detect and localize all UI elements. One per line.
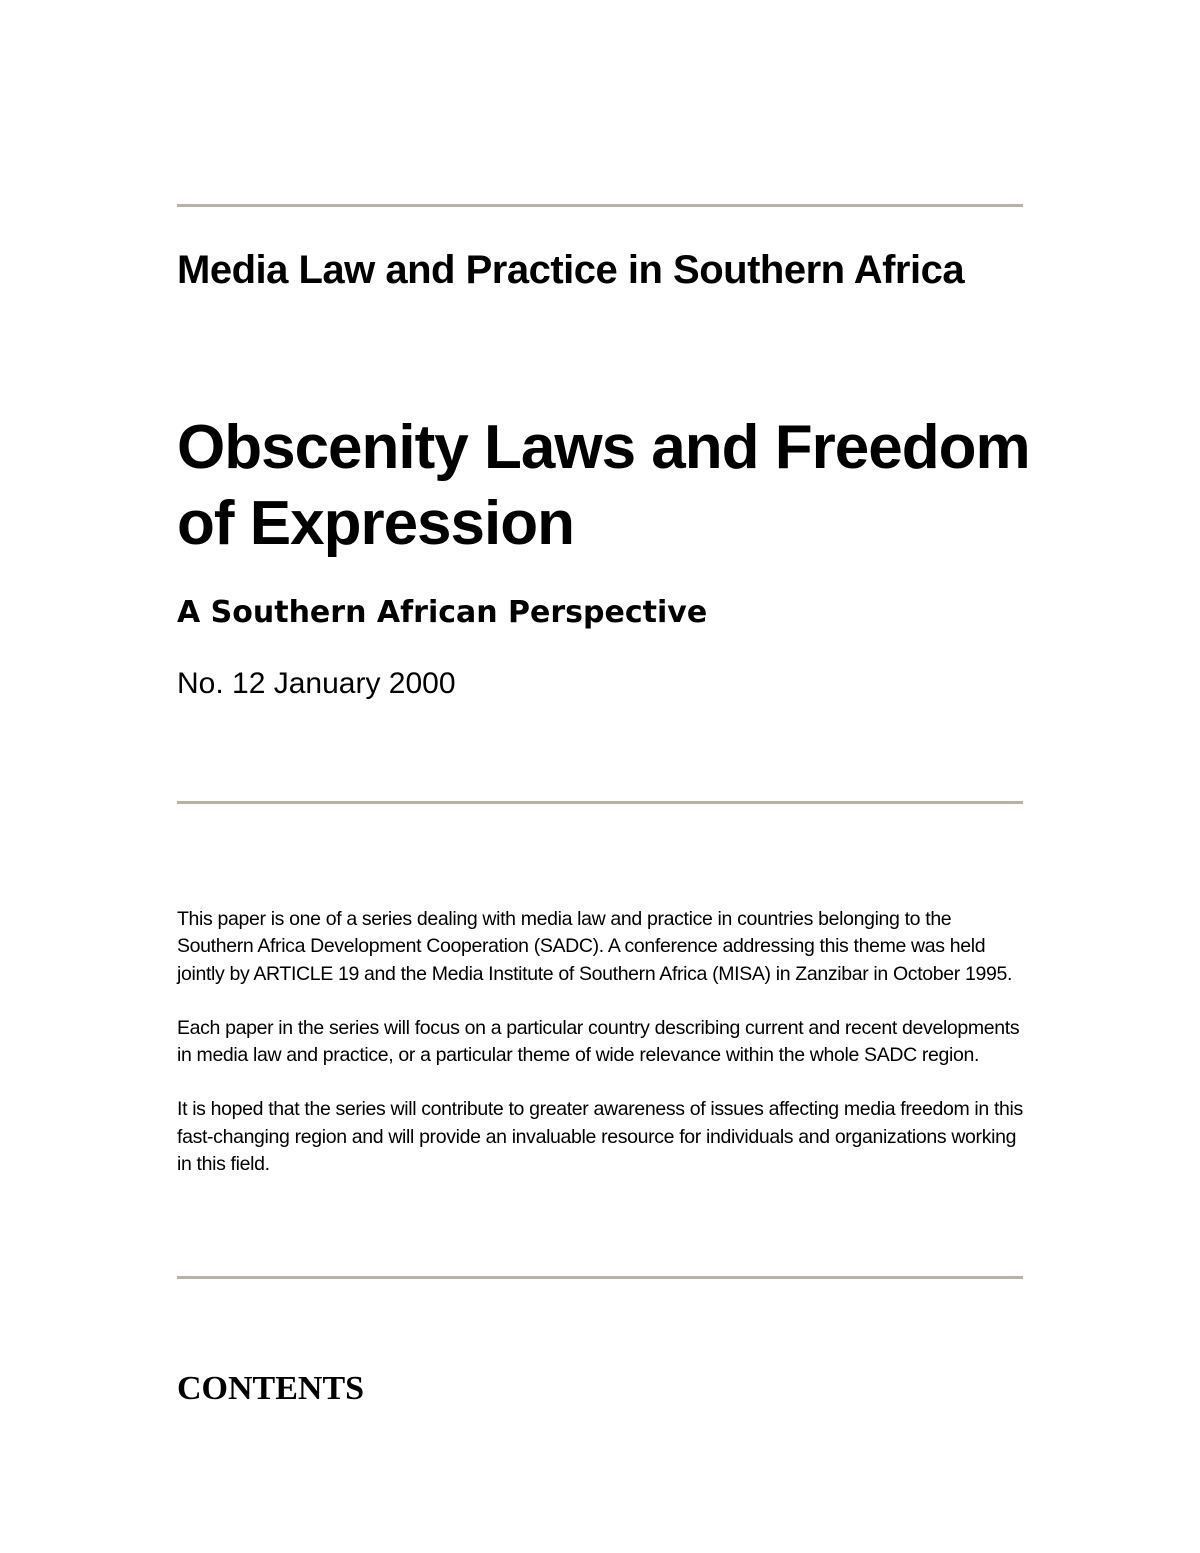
contents-heading: CONTENTS: [177, 1370, 365, 1407]
issue-number-date: No. 12 January 2000: [177, 667, 456, 700]
document-subtitle: A Southern African Perspective: [177, 595, 708, 630]
intro-paragraph: It is hoped that the series will contribute to greater awareness of issues affecting media freedom in this fast-changing region and will provide an invaluable resource for individuals and organizations working in this field.: [177, 1098, 1023, 1176]
intro-paragraph: This paper is one of a series dealing with media law and practice in countries belonging to the Southern Africa Development Cooperation (SADC). A conference addressing this theme was held jointly by ARTICLE 19 and the Media Institute of Southern Africa (MISA) in Zanzibar in October 1995.: [177, 908, 1013, 985]
document-title: Obscenity Laws and Freedom of Expression: [177, 413, 1030, 558]
series-introduction: [177, 906, 1023, 1205]
top-divider: [177, 204, 1023, 207]
intro-paragraph: Each paper in the series will focus on a particular country describing current and recent developments in media law and practice, or a particular theme of wide relevance within the whole SADC region.: [177, 1016, 1020, 1067]
series-title: Media Law and Practice in Southern Africa: [177, 248, 965, 292]
middle-divider: [177, 801, 1023, 804]
bottom-divider: [177, 1276, 1023, 1279]
